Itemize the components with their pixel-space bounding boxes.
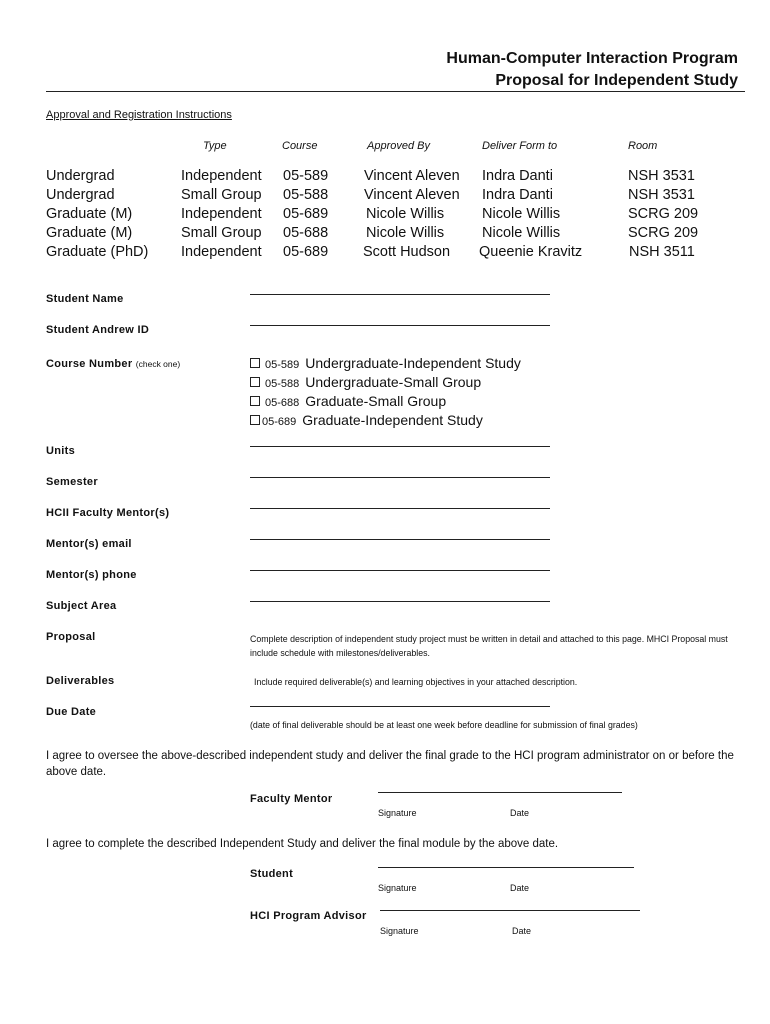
title-divider [46, 91, 745, 92]
mentor-email-field[interactable] [250, 539, 550, 540]
room-cell: NSH 3531 [628, 168, 695, 184]
course-option-code: 05-589 [265, 359, 300, 371]
level-cell: Graduate (M) [46, 225, 133, 241]
approved-by-cell: Vincent Aleven [364, 168, 460, 184]
mentor-email-label: Mentor(s) email [46, 538, 132, 550]
mentors-field[interactable] [250, 508, 550, 509]
signature-caption: Signature [378, 808, 417, 818]
approved-by-cell: Scott Hudson [363, 244, 451, 260]
mentor-phone-label: Mentor(s) phone [46, 569, 137, 581]
type-cell: Independent [181, 206, 262, 222]
course-option-code: 05-588 [265, 378, 300, 390]
course-cell: 05-589 [283, 168, 329, 184]
deliver-to-cell: Indra Danti [482, 168, 553, 184]
due-date-note: (date of final deliverable should be at least one week before deadline for submission of final grades) [250, 720, 638, 730]
course-cell: 05-689 [283, 244, 329, 260]
room-cell: SCRG 209 [628, 206, 699, 222]
type-cell: Small Group [181, 187, 262, 203]
course-option[interactable] [250, 355, 521, 371]
course-option-label: Undergraduate-Small Group [305, 374, 482, 390]
deliver-to-cell: Queenie Kravitz [479, 244, 583, 260]
column-header-deliver-to: Deliver Form to [482, 140, 558, 152]
proposal-label: Proposal [46, 631, 96, 643]
signature-caption: Signature [380, 926, 419, 936]
semester-field[interactable] [250, 477, 550, 478]
approved-by-cell: Nicole Willis [366, 225, 445, 241]
checkbox-icon[interactable] [250, 396, 260, 406]
student-name-label: Student Name [46, 293, 124, 305]
date-caption: Date [510, 883, 530, 893]
checkbox-icon[interactable] [250, 358, 260, 368]
table-row [0, 244, 770, 263]
mentor-agreement-text: I agree to oversee the above-described independent study and deliver the final grade to the HCI program administrator on or before the above date. [46, 750, 734, 778]
table-row [0, 168, 770, 187]
table-row [0, 187, 770, 206]
instructions-heading: Approval and Registration Instructions [46, 109, 232, 121]
approved-by-cell: Nicole Willis [366, 206, 445, 222]
units-field[interactable] [250, 446, 550, 447]
deliver-to-cell: Nicole Willis [482, 225, 561, 241]
advisor-signature-field[interactable] [380, 910, 640, 911]
advisor-label: HCI Program Advisor [250, 910, 367, 922]
approved-by-cell: Vincent Aleven [364, 187, 460, 203]
checkbox-icon[interactable] [250, 415, 260, 425]
student-agreement-text: I agree to complete the described Independent Study and deliver the final module by the above date. [46, 838, 559, 850]
course-option-label: Undergraduate-Independent Study [305, 355, 521, 371]
column-header-approved-by: Approved By [367, 140, 430, 152]
andrew-id-label: Student Andrew ID [46, 324, 150, 336]
course-option-label: Graduate-Independent Study [302, 412, 483, 428]
due-date-label: Due Date [46, 706, 97, 718]
level-cell: Graduate (PhD) [46, 244, 149, 260]
course-option[interactable] [250, 393, 446, 409]
room-cell: NSH 3511 [629, 244, 695, 260]
level-cell: Graduate (M) [46, 206, 133, 222]
proposal-instructions: Complete description of independent study project must be written in detail and attached to this page. MHCI Proposal must include schedule with milestones/deliverables. [250, 634, 728, 658]
signature-caption: Signature [378, 883, 417, 893]
mentor-phone-field[interactable] [250, 570, 550, 571]
column-header-room: Room [628, 140, 658, 152]
level-cell: Undergrad [46, 187, 115, 203]
table-row [0, 206, 770, 225]
due-date-field[interactable] [250, 706, 550, 707]
deliver-to-cell: Nicole Willis [482, 206, 561, 222]
deliver-to-cell: Indra Danti [482, 187, 553, 203]
subject-area-field[interactable] [250, 601, 550, 602]
checkbox-icon[interactable] [250, 377, 260, 387]
column-header-course: Course [282, 140, 318, 152]
date-caption: Date [512, 926, 532, 936]
title-line-1: Human-Computer Interaction Program [446, 50, 738, 67]
type-cell: Independent [181, 168, 262, 184]
units-label: Units [46, 445, 75, 457]
andrew-id-field[interactable] [250, 325, 550, 326]
course-option[interactable] [250, 412, 483, 428]
student-name-field[interactable] [250, 294, 550, 295]
course-number-label-text: Course Number [46, 358, 133, 370]
mentors-label: HCII Faculty Mentor(s) [46, 507, 170, 519]
title-line-2: Proposal for Independent Study [495, 72, 738, 89]
table-row [0, 225, 770, 244]
student-signature-field[interactable] [378, 867, 634, 868]
course-cell: 05-588 [283, 187, 329, 203]
course-option-code: 05-689 [262, 416, 297, 428]
course-cell: 05-688 [283, 225, 329, 241]
type-cell: Independent [181, 244, 262, 260]
column-header-type: Type [203, 140, 227, 152]
deliverables-instructions: Include required deliverable(s) and learning objectives in your attached description. [254, 677, 578, 687]
course-option-label: Graduate-Small Group [305, 393, 447, 409]
student-signature-label: Student [250, 868, 294, 880]
room-cell: NSH 3531 [628, 187, 695, 203]
semester-label: Semester [46, 476, 98, 488]
room-cell: SCRG 209 [628, 225, 699, 241]
faculty-mentor-label: Faculty Mentor [250, 793, 333, 805]
course-option[interactable] [250, 374, 481, 390]
faculty-mentor-signature-field[interactable] [378, 792, 622, 793]
subject-area-label: Subject Area [46, 600, 117, 612]
course-number-label [46, 358, 180, 370]
deliverables-label: Deliverables [46, 675, 115, 687]
type-cell: Small Group [181, 225, 262, 241]
level-cell: Undergrad [46, 168, 115, 184]
course-option-code: 05-688 [265, 397, 300, 409]
course-number-hint: (check one) [135, 359, 181, 369]
course-cell: 05-689 [283, 206, 329, 222]
date-caption: Date [510, 808, 530, 818]
